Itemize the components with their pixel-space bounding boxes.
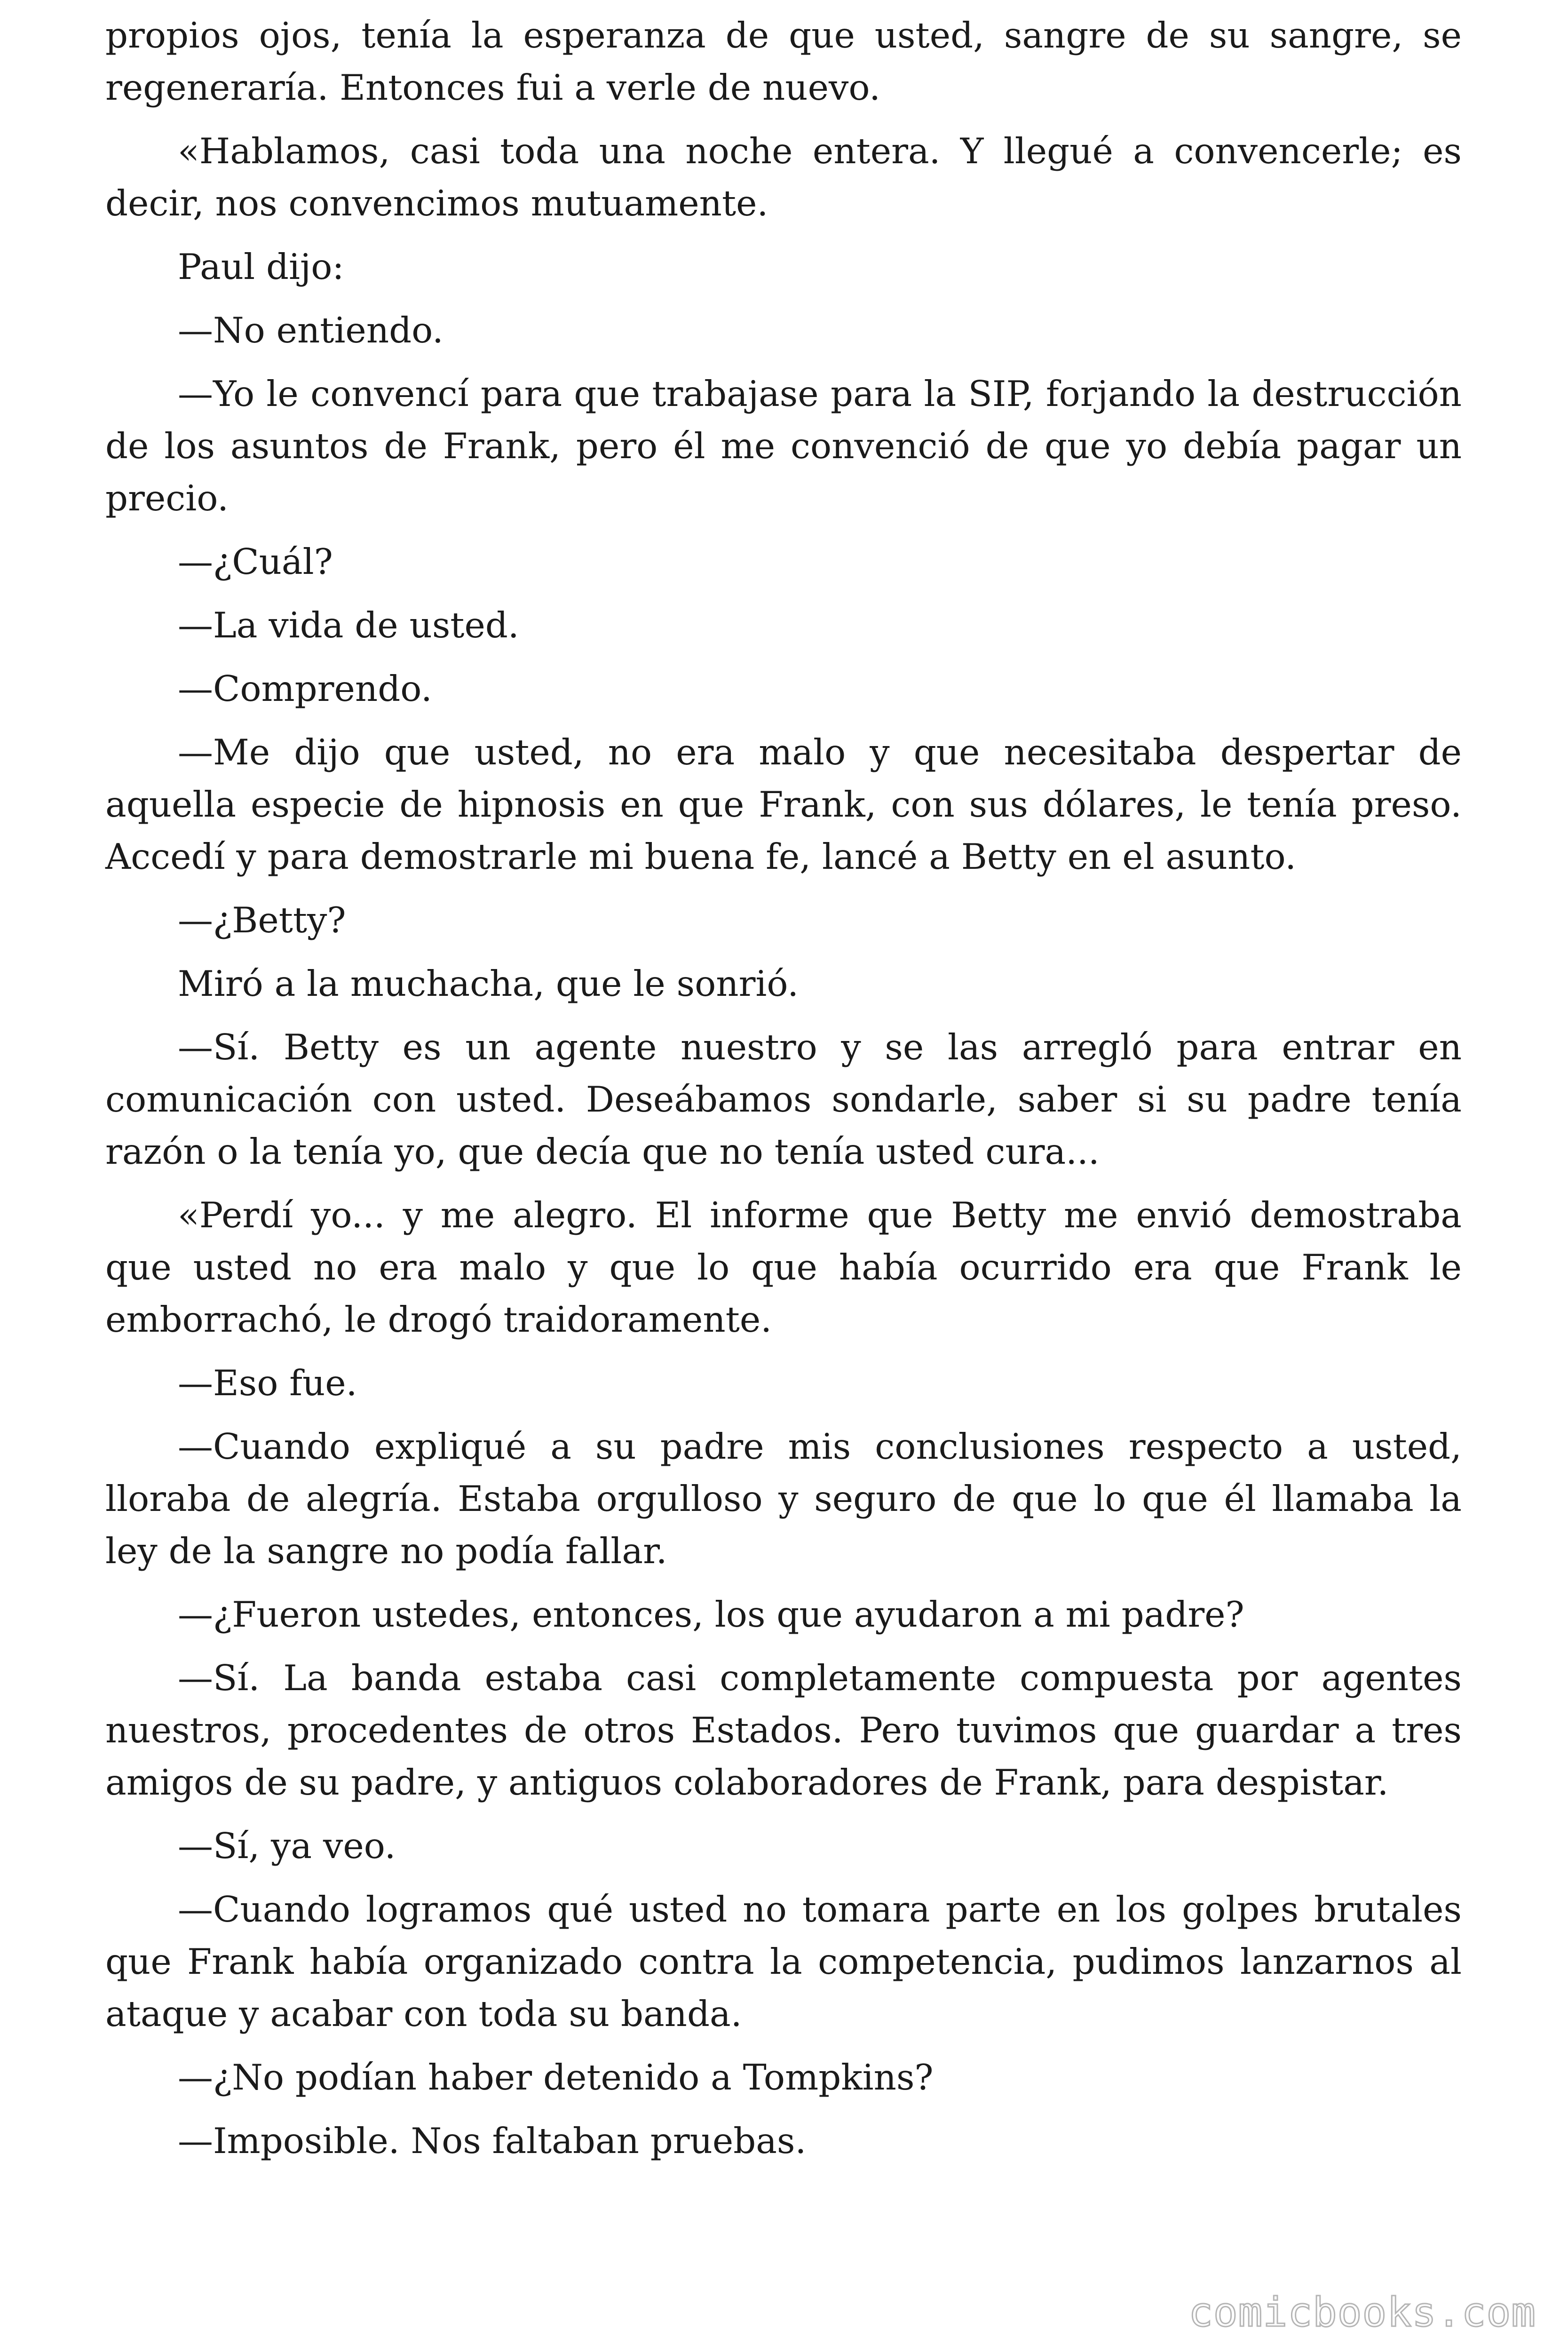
dialogue-line: —Eso fue. [178, 1362, 357, 1404]
dialogue-line: —Yo le convencí para que trabajase para la SIP, forjando la destrucción de los asuntos de Frank, pero él me convenció de que yo debía pagar un precio. [105, 373, 1462, 519]
dialogue-line: —La vida de usted. [178, 604, 519, 646]
dialogue-line: —Sí, ya veo. [178, 1825, 396, 1867]
dialogue-line: —¿Cuál? [178, 541, 333, 582]
dialogue-line: —¿Fueron ustedes, entonces, los que ayudaron a mi padre? [178, 1594, 1244, 1635]
paragraph: Miró a la muchacha, que le sonrió. [178, 963, 799, 1004]
dialogue-line: —Comprendo. [178, 668, 432, 709]
dialogue-line: —¿No podían haber detenido a Tompkins? [178, 2057, 934, 2098]
dialogue-line: —Cuando expliqué a su padre mis conclusiones respecto a usted, lloraba de alegría. Estaba orgulloso y seguro de que lo que él llamaba la ley de la sangre no podía fallar. [105, 1426, 1462, 1572]
dialogue-line: —No entiendo. [178, 310, 443, 351]
dialogue-line: —Imposible. Nos faltaban pruebas. [178, 2120, 807, 2161]
dialogue-line: —¿Betty? [178, 899, 346, 941]
paragraph: «Hablamos, casi toda una noche entera. Y llegué a convencerle; es decir, nos convencimos mutuamente. [105, 130, 1462, 224]
book-page-text [105, 9, 1462, 2178]
watermark: comicbooks.com [1188, 2289, 1536, 2336]
paragraph: «Perdí yo... y me alegro. El informe que Betty me envió demostraba que usted no era malo y que lo que había ocurrido era que Frank le emborrachó, le drogó traidoramente. [105, 1194, 1462, 1340]
dialogue-line: —Sí. Betty es un agente nuestro y se las arregló para entrar en comunicación con usted. Deseábamos sondarle, saber si su padre tenía razón o la tenía yo, que decía que no tenía usted cura... [105, 1026, 1462, 1172]
paragraph: Paul dijo: [178, 246, 344, 287]
dialogue-line: —Cuando logramos qué usted no tomara parte en los golpes brutales que Frank había organizado contra la competencia, pudimos lanzarnos al ataque y acabar con toda su banda. [105, 1889, 1462, 2034]
paragraph: propios ojos, tenía la esperanza de que usted, sangre de su sangre, se regeneraría. Entonces fui a verle de nuevo. [105, 15, 1462, 108]
dialogue-line: —Sí. La banda estaba casi completamente compuesta por agentes nuestros, procedentes de otros Estados. Pero tuvimos que guardar a tres amigos de su padre, y antiguos colaboradores de Frank, para despistar. [105, 1657, 1462, 1803]
dialogue-line: —Me dijo que usted, no era malo y que necesitaba despertar de aquella especie de hipnosis en que Frank, con sus dólares, le tenía preso. Accedí y para demostrarle mi buena fe, lancé a Betty en el asunto. [105, 731, 1462, 877]
